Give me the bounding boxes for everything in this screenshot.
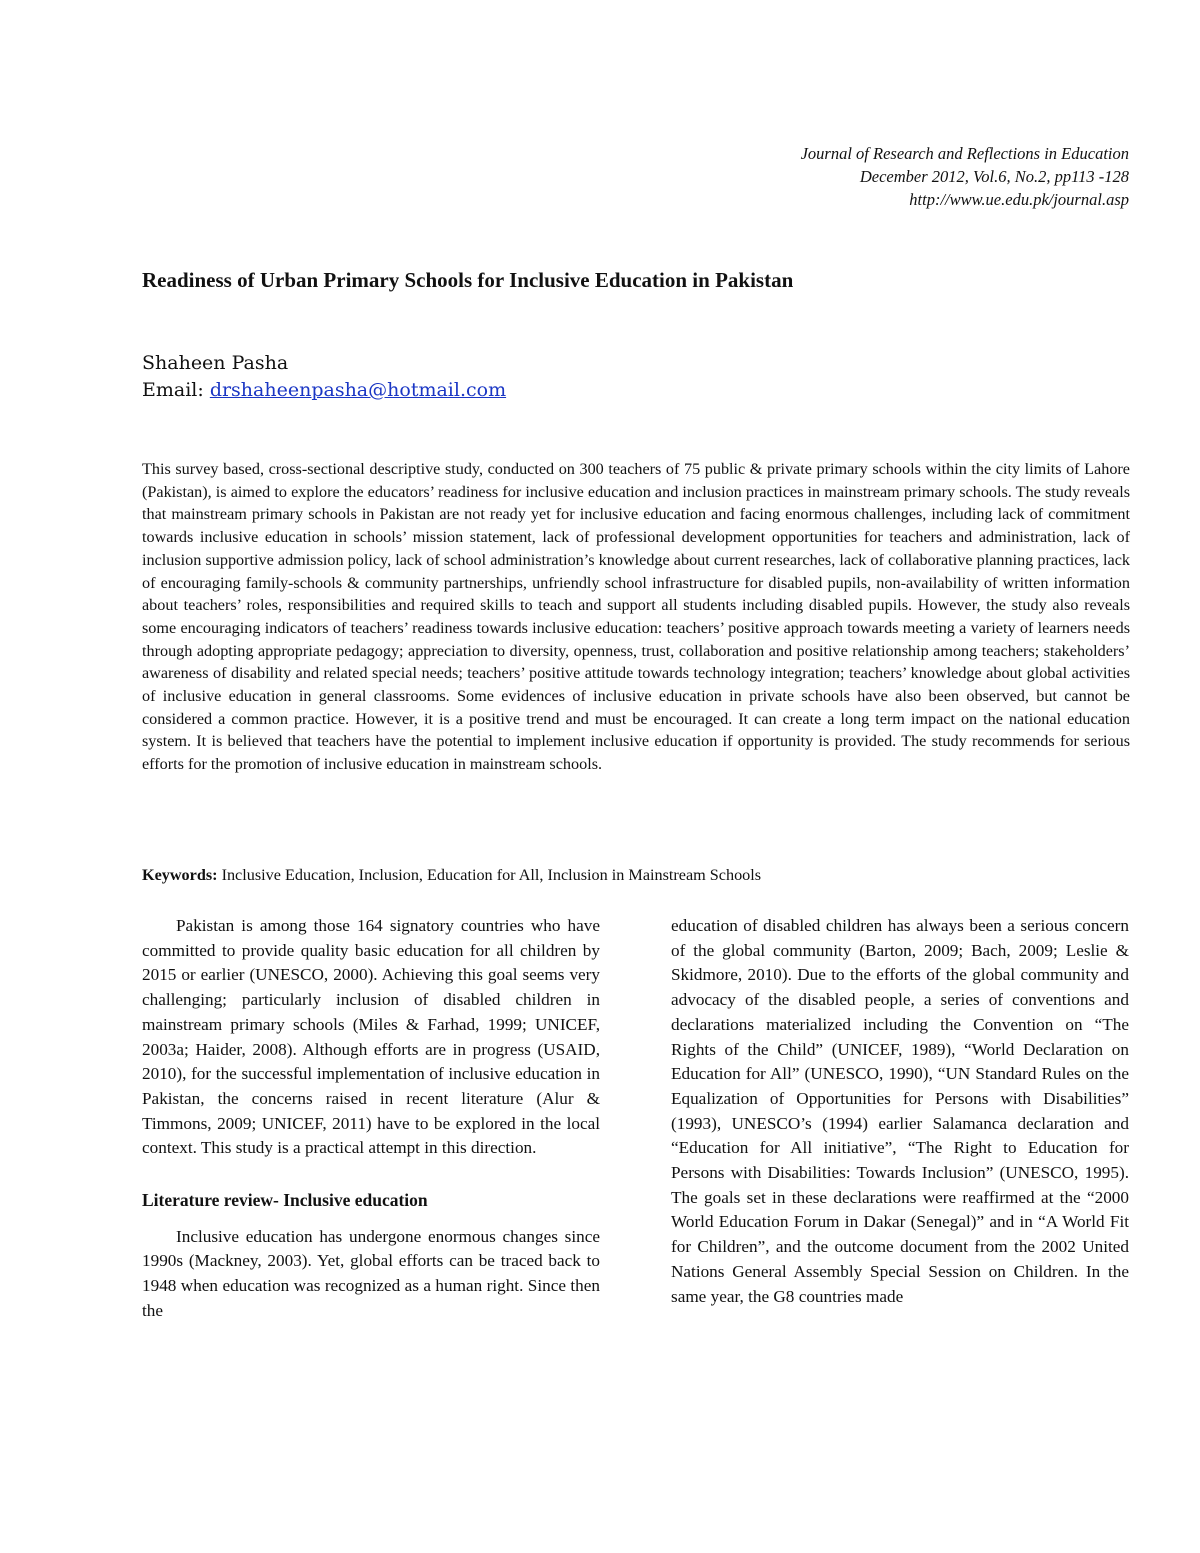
paper-title: Readiness of Urban Primary Schools for Inclusive Education in Pakistan: [142, 268, 794, 292]
body-column-right: [671, 914, 1129, 1309]
author-block: [142, 350, 506, 404]
email-label: Email:: [142, 379, 210, 401]
intro-paragraph: Pakistan is among those 164 signatory countries who have committed to provide quality basic education for all children by 2015 or earlier (UNESCO, 2000). Achieving this goal seems very challenging; particularly inclusion of disabled children in mainstream primary schools (Miles & Farhad, 1999; UNICEF, 2003a; Haider, 2008). Although efforts are in progress (USAID, 2010), for the successful implementation of inclusive education in Pakistan, the concerns raised in recent literature (Alur & Timmons, 2009; UNICEF, 2011) have to be explored in the local context. This study is a practical attempt in this direction.: [142, 916, 600, 1158]
journal-header: [801, 142, 1129, 211]
keywords: [142, 864, 1130, 886]
email-link[interactable]: drshaheenpasha@hotmail.com: [209, 379, 507, 401]
author-email-line: [142, 377, 506, 404]
literature-paragraph: Inclusive education has undergone enormous changes since 1990s (Mackney, 2003). Yet, global efforts can be traced back to 1948 when education was recognized as a human right. Since then the: [142, 1226, 600, 1320]
author-name: Shaheen Pasha: [142, 352, 289, 374]
literature-paragraph-continued: education of disabled children has always been a serious concern of the global community (Barton, 2009; Bach, 2009; Leslie & Skidmore, 2010). Due to the efforts of the global community and advocacy of the disabled people, a series of conventions and declarations materialized including the Convention on “The Rights of the Child” (UNICEF, 1989), “World Declaration on Education for All” (UNESCO, 1990), “UN Standard Rules on the Equalization of Opportunities for Persons with Disabilities” (1993), UNESCO’s (1994) earlier Salamanca declaration and “Education for All initiative”, “The Right to Education for Persons with Disabilities: Towards Inclusion” (UNESCO, 1995). The goals set in these declarations were reaffirmed at the “2000 World Education Forum in Dakar (Senegal)” and in “A World Fit for Children”, and the outcome document from the 2002 United Nations General Assembly Special Session on Children. In the same year, the G8 countries made: [671, 916, 1129, 1306]
journal-url[interactable]: http://www.ue.edu.pk/journal.asp: [909, 190, 1129, 209]
journal-name: Journal of Research and Reflections in Education: [800, 144, 1129, 163]
journal-issue: December 2012, Vol.6, No.2, pp113 -128: [859, 167, 1129, 186]
section-heading: Literature review- Inclusive education: [142, 1190, 428, 1211]
keywords-text: Inclusive Education, Inclusion, Education for All, Inclusion in Mainstream Schools: [217, 866, 762, 884]
body-column-left: [142, 914, 600, 1324]
keywords-label: Keywords:: [142, 866, 218, 884]
abstract: This survey based, cross-sectional descriptive study, conducted on 300 teachers of 75 public & private primary schools within the city limits of Lahore (Pakistan), is aimed to explore the educators’ readiness for inclusive education and inclusion practices in mainstream primary schools. The study reveals that mainstream primary schools in Pakistan are not ready yet for inclusive education and facing enormous challenges, including lack of commitment towards inclusive education in schools’ mission statement, lack of professional development opportunities for teachers and administration, lack of inclusion supportive admission policy, lack of school administration’s knowledge about current researches, lack of collaborative planning practices, lack of encouraging family-schools & community partnerships, unfriendly school infrastructure for disabled pupils, non-availability of written information about teachers’ roles, responsibilities and required skills to teach and support all students including disabled pupils. However, the study also reveals some encouraging indicators of teachers’ readiness towards inclusive education: teachers’ positive approach towards meeting a variety of learners needs through adopting appropriate pedagogy; appreciation to diversity, openness, trust, collaboration and positive relationship among teachers; stakeholders’ awareness of disability and related special needs; teachers’ positive attitude towards technology integration; teachers’ knowledge about global activities of inclusive education in general classrooms. Some evidences of inclusive education in private schools have also been observed, but cannot be considered a common practice. However, it is a positive trend and must be encouraged. It can create a long term impact on the national education system. It is believed that teachers have the potential to implement inclusive education if opportunity is provided. The study recommends for serious efforts for the promotion of inclusive education in mainstream schools.: [142, 460, 1130, 774]
